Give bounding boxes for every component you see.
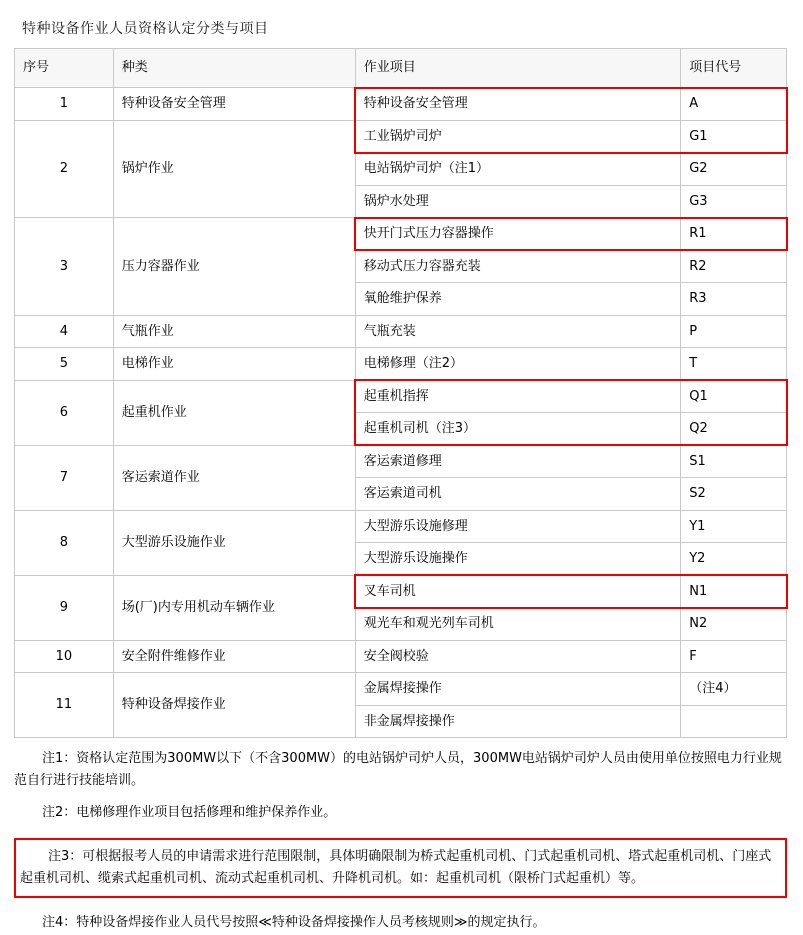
cell-kind: 场(厂)内专用机动车辆作业 — [113, 575, 355, 640]
cell-kind: 客运索道作业 — [113, 445, 355, 510]
cell-code: Q1 — [681, 380, 787, 413]
cell-code — [681, 705, 787, 738]
cell-code: A — [681, 88, 787, 121]
table-row — [15, 445, 787, 478]
note-1: 注1：资格认定范围为300MW以下（不含300MW）的电站锅炉司炉人员，300MW电站锅炉司炉人员由使用单位按照电力行业规范自行进行技能培训。 — [14, 751, 782, 789]
column-header-kind: 种类 — [113, 49, 355, 88]
cell-code: P — [681, 315, 787, 348]
table-row — [15, 348, 787, 381]
cell-kind: 特种设备安全管理 — [113, 88, 355, 121]
cell-item: 客运索道修理 — [355, 445, 680, 478]
cell-item: 移动式压力容器充装 — [355, 250, 680, 283]
cell-code: N1 — [681, 575, 787, 608]
table-row — [15, 575, 787, 608]
page-title: 特种设备作业人员资格认定分类与项目 — [22, 21, 269, 37]
cell-item: 观光车和观光列车司机 — [355, 608, 680, 641]
notes-section — [14, 748, 789, 935]
table-row — [15, 120, 787, 153]
cell-code: S2 — [681, 478, 787, 511]
column-header-item: 作业项目 — [355, 49, 680, 88]
cell-no: 5 — [15, 348, 114, 381]
cell-no: 1 — [15, 88, 114, 121]
cell-code: S1 — [681, 445, 787, 478]
cell-item: 快开门式压力容器操作 — [355, 218, 680, 251]
cell-item: 大型游乐设施操作 — [355, 543, 680, 576]
cell-code: Q2 — [681, 413, 787, 446]
cell-item: 客运索道司机 — [355, 478, 680, 511]
cell-item: 安全阀校验 — [355, 640, 680, 673]
table-row — [15, 640, 787, 673]
cell-item: 特种设备安全管理 — [355, 88, 680, 121]
cell-item: 金属焊接操作 — [355, 673, 680, 706]
cell-item: 起重机指挥 — [355, 380, 680, 413]
cell-kind: 起重机作业 — [113, 380, 355, 445]
column-header-code: 项目代号 — [681, 49, 787, 88]
cell-item: 电梯修理（注2） — [355, 348, 680, 381]
cell-no: 9 — [15, 575, 114, 640]
cell-no: 2 — [15, 120, 114, 218]
cell-code: Y1 — [681, 510, 787, 543]
cell-code: T — [681, 348, 787, 381]
cell-code: F — [681, 640, 787, 673]
cell-no: 3 — [15, 218, 114, 316]
table-row — [15, 380, 787, 413]
cell-item: 工业锅炉司炉 — [355, 120, 680, 153]
note-4: 注4：特种设备焊接作业人员代号按照≪特种设备焊接操作人员考核规则≫的规定执行。 — [42, 915, 546, 931]
cell-item: 锅炉水处理 — [355, 185, 680, 218]
cell-item: 氧舱维护保养 — [355, 283, 680, 316]
note-3: 注3：可根据报考人员的申请需求进行范围限制，具体明确限制为桥式起重机司机、门式起重机司机、塔式起重机司机、门座式起重机司机、缆索式起重机司机、流动式起重机司机、升降机司机。如：起重机司机（限桥门式起重机）等。 — [20, 849, 772, 887]
cell-kind: 锅炉作业 — [113, 120, 355, 218]
cell-kind: 电梯作业 — [113, 348, 355, 381]
cell-item: 大型游乐设施修理 — [355, 510, 680, 543]
table-container — [14, 48, 789, 738]
table-row — [15, 88, 787, 121]
table-body — [15, 88, 787, 738]
cell-no: 11 — [15, 673, 114, 738]
cell-no: 6 — [15, 380, 114, 445]
cell-no: 8 — [15, 510, 114, 575]
table-row — [15, 510, 787, 543]
table-row — [15, 218, 787, 251]
cell-code: N2 — [681, 608, 787, 641]
cell-kind: 压力容器作业 — [113, 218, 355, 316]
cell-code: R3 — [681, 283, 787, 316]
cell-item: 气瓶充装 — [355, 315, 680, 348]
cell-item: 叉车司机 — [355, 575, 680, 608]
cell-code: G2 — [681, 153, 787, 186]
cell-kind: 特种设备焊接作业 — [113, 673, 355, 738]
cell-kind: 大型游乐设施作业 — [113, 510, 355, 575]
cell-item: 电站锅炉司炉（注1） — [355, 153, 680, 186]
cell-code: G3 — [681, 185, 787, 218]
cell-no: 10 — [15, 640, 114, 673]
table-row — [15, 673, 787, 706]
note-3-highlight-box — [14, 838, 787, 898]
column-header-no: 序号 — [15, 49, 114, 88]
cell-code: R1 — [681, 218, 787, 251]
cell-code: R2 — [681, 250, 787, 283]
cell-code: Y2 — [681, 543, 787, 576]
cell-code: G1 — [681, 120, 787, 153]
note-2: 注2：电梯修理作业项目包括修理和维护保养作业。 — [42, 805, 337, 821]
cell-kind: 安全附件维修作业 — [113, 640, 355, 673]
cell-item: 非金属焊接操作 — [355, 705, 680, 738]
cell-no: 7 — [15, 445, 114, 510]
cell-code: （注4） — [681, 673, 787, 706]
cell-no: 4 — [15, 315, 114, 348]
table-row — [15, 315, 787, 348]
qualification-table — [14, 48, 787, 738]
table-header-row — [15, 49, 787, 88]
cell-item: 起重机司机（注3） — [355, 413, 680, 446]
cell-kind: 气瓶作业 — [113, 315, 355, 348]
